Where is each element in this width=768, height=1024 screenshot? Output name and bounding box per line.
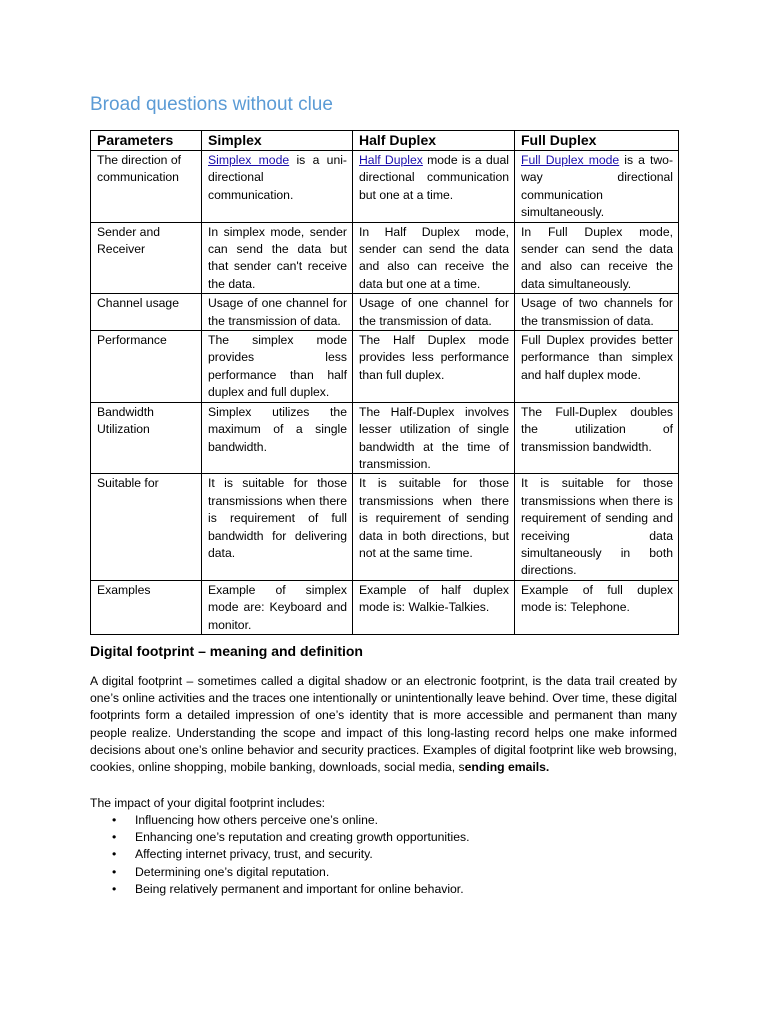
full-duplex-cell: The Full-Duplex doubles the utilization of transmission bandwidth. xyxy=(515,402,679,474)
simplex-cell: It is suitable for those transmissions when there is requirement of full bandwidth for delivering data. xyxy=(202,474,353,580)
impact-label: The impact of your digital footprint includes: xyxy=(90,796,326,810)
table-row xyxy=(91,402,679,474)
list-item-text: Being relatively permanent and important for online behavior. xyxy=(135,881,464,896)
simplex-cell: Example of simplex mode are: Keyboard and monitor. xyxy=(202,580,353,634)
list-item-text: Affecting internet privacy, trust, and security. xyxy=(135,847,373,862)
header-half-duplex: Half Duplex xyxy=(353,131,515,151)
full-duplex-mode-link[interactable]: Full Duplex mode xyxy=(521,153,620,167)
simplex-cell: In simplex mode, sender can send the data but that sender can't receive the data. xyxy=(202,222,353,294)
header-parameters: Parameters xyxy=(91,131,202,151)
list-item-text: Enhancing one’s reputation and creating growth opportunities. xyxy=(135,830,470,845)
param-cell: Performance xyxy=(91,331,202,403)
param-cell: The direction of communication xyxy=(91,151,202,223)
list-item-text: Influencing how others perceive one’s online. xyxy=(135,813,379,827)
param-cell: Suitable for xyxy=(91,474,202,580)
bullet-icon: • xyxy=(112,864,117,879)
param-cell: Examples xyxy=(91,580,202,634)
cell-text: mode is a dual directional communication but one at a time. xyxy=(359,153,510,202)
header-full-duplex: Full Duplex xyxy=(515,131,679,151)
simplex-cell: Usage of one channel for the transmission of data. xyxy=(202,294,353,331)
half-duplex-link[interactable]: Half Duplex xyxy=(359,153,423,167)
cell-text: is a uni-directional communication. xyxy=(208,153,347,202)
section-title: Digital footprint – meaning and definition xyxy=(90,643,363,659)
footprint-paragraph xyxy=(90,673,677,776)
bullet-icon: • xyxy=(112,847,117,862)
half-duplex-cell: The Half Duplex mode provides less performance than full duplex. xyxy=(353,331,515,403)
full-duplex-cell xyxy=(515,151,679,223)
full-duplex-cell: Usage of two channels for the transmission of data. xyxy=(515,294,679,331)
list-item xyxy=(90,829,469,846)
table-row xyxy=(91,580,679,634)
param-cell: Channel usage xyxy=(91,294,202,331)
list-item xyxy=(90,864,469,881)
bullet-icon: • xyxy=(112,830,117,845)
full-duplex-cell: Full Duplex provides better performance than simplex and half duplex mode. xyxy=(515,331,679,403)
full-duplex-cell: In Full Duplex mode, sender can send the data and also can receive the data simultaneously. xyxy=(515,222,679,294)
list-item xyxy=(90,812,469,829)
bullet-icon: • xyxy=(112,881,117,896)
half-duplex-cell: In Half Duplex mode, sender can send the data and also can receive the data but one at a time. xyxy=(353,222,515,294)
list-item xyxy=(90,846,469,863)
list-item-text: Determining one’s digital reputation. xyxy=(135,864,330,879)
half-duplex-cell: Example of half duplex mode is: Walkie-Talkies. xyxy=(353,580,515,634)
table-row xyxy=(91,331,679,403)
full-duplex-cell: It is suitable for those transmissions when there is requirement of sending and receiving data simultaneously in both directions. xyxy=(515,474,679,580)
simplex-mode-link[interactable]: Simplex mode xyxy=(208,153,290,167)
paragraph-text: A digital footprint – sometimes called a digital shadow or an electronic footprint, is the data trail created by one’s online activities and the traces one intentionally or unintentionally leave behind. Over time, these digital footprints form a detailed impression of one’s identity that is more accessible and permanent than many people realize. Understanding the scope and impact of this long-lasting record helps one make informed decisions about one’s online behavior and security practices. Examples of digital footprint like web browsing, cookies, online shopping, mobile banking, downloads, social media, s xyxy=(90,674,677,775)
table-row xyxy=(91,474,679,580)
cell-text: is a two-way directional communication simultaneously. xyxy=(521,153,673,220)
page-heading: Broad questions without clue xyxy=(90,94,333,115)
table-row xyxy=(91,222,679,294)
comparison-table xyxy=(90,130,679,635)
param-cell: Sender and Receiver xyxy=(91,222,202,294)
list-item xyxy=(90,881,469,898)
header-simplex: Simplex xyxy=(202,131,353,151)
half-duplex-cell: Usage of one channel for the transmission of data. xyxy=(353,294,515,331)
full-duplex-cell: Example of full duplex mode is: Telephone. xyxy=(515,580,679,634)
paragraph-bold-text: ending emails. xyxy=(464,760,550,775)
half-duplex-cell: The Half-Duplex involves lesser utilization of single bandwidth at the time of transmission. xyxy=(353,402,515,474)
impact-list xyxy=(90,812,469,898)
simplex-cell: Simplex utilizes the maximum of a single bandwidth. xyxy=(202,402,353,474)
half-duplex-cell: It is suitable for those transmissions when there is requirement of sending data in both directions, but not at the same time. xyxy=(353,474,515,580)
table-header-row xyxy=(91,131,679,151)
half-duplex-cell xyxy=(353,151,515,223)
simplex-cell xyxy=(202,151,353,223)
param-cell: Bandwidth Utilization xyxy=(91,402,202,474)
simplex-cell: The simplex mode provides less performance than half duplex and full duplex. xyxy=(202,331,353,403)
table-row xyxy=(91,151,679,223)
table-row xyxy=(91,294,679,331)
bullet-icon: • xyxy=(112,813,117,827)
